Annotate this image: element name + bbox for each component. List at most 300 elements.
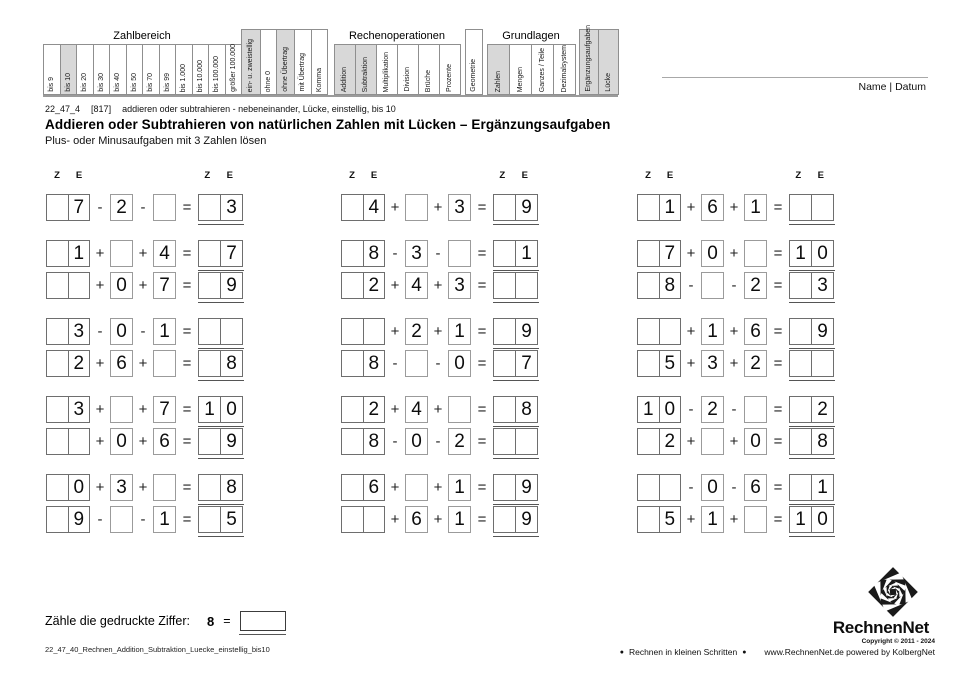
operator-sign: + (95, 479, 105, 496)
filter-cell (376, 44, 398, 95)
digit-box: 6 (405, 506, 428, 533)
equation-row (46, 506, 251, 533)
filter-group-title: Rechenoperationen (348, 30, 446, 42)
digit-box (448, 240, 471, 267)
ones-cell: 8 (220, 351, 242, 376)
digit-box (448, 396, 471, 423)
ones-label: E (817, 170, 824, 181)
tens-cell (342, 475, 363, 500)
equals-sign: = (477, 511, 487, 528)
filter-cell-label: Brüche (425, 69, 433, 92)
filter-cell (60, 44, 78, 95)
equation-group (46, 240, 251, 299)
digit-box: 3 (448, 272, 471, 299)
digit-box: 1 (153, 318, 176, 345)
tens-cell (790, 475, 811, 500)
equation-column-3 (637, 170, 842, 552)
operator-sign: + (433, 277, 443, 294)
filter-cell-label: Lücke (604, 73, 612, 92)
ones-cell: 9 (220, 429, 242, 454)
operand-box (341, 318, 385, 345)
tens-cell (342, 319, 363, 344)
equals-sign: = (773, 433, 783, 450)
column-header-row (46, 170, 251, 186)
operand-box (341, 396, 385, 423)
ones-cell: 0 (659, 397, 681, 422)
equation-row (341, 194, 546, 221)
digit-box: 7 (153, 272, 176, 299)
operator-sign: - (392, 355, 398, 372)
operator-sign: - (688, 401, 694, 418)
filter-cell (175, 44, 193, 95)
operator-sign: - (731, 401, 737, 418)
operator-sign: + (433, 479, 443, 496)
tens-label: Z (645, 170, 651, 181)
equals-sign: = (182, 199, 192, 216)
result-box (789, 506, 834, 533)
digit-box: 1 (448, 474, 471, 501)
tens-cell (494, 351, 515, 376)
equals-sign: = (182, 355, 192, 372)
ones-cell: 3 (220, 195, 242, 220)
result-box (493, 474, 538, 501)
tens-label: Z (795, 170, 802, 181)
digit-box: 2 (744, 350, 767, 377)
operand-box (46, 428, 90, 455)
equation-row (341, 318, 546, 345)
operator-sign: + (433, 323, 443, 340)
title-block (45, 104, 610, 147)
tens-ones-header (46, 170, 90, 181)
filter-cell-label: bis 100.000 (213, 55, 221, 92)
operator-sign: + (686, 199, 696, 216)
equation-row (637, 350, 842, 377)
operator-sign: + (95, 277, 105, 294)
filter-cell (76, 44, 94, 95)
result-box (789, 194, 834, 221)
filter-cell (509, 44, 532, 95)
tens-cell (199, 273, 220, 298)
result-box (198, 396, 243, 423)
filter-cell-label: bis 30 (97, 73, 105, 92)
digit-box: 0 (701, 474, 724, 501)
digit-box: 6 (744, 318, 767, 345)
tens-cell (494, 475, 515, 500)
operator-sign: - (140, 511, 146, 528)
equation-row (637, 428, 842, 455)
count-task-equals: = (223, 614, 231, 628)
filter-cell-label: bis 10 (64, 73, 72, 92)
ones-cell: 0 (220, 397, 242, 422)
digit-box: 2 (448, 428, 471, 455)
filter-cell (260, 29, 277, 95)
result-box (198, 272, 243, 299)
tens-cell (199, 475, 220, 500)
result-box (198, 194, 243, 221)
digit-box: 0 (110, 428, 133, 455)
tens-ones-header (491, 170, 536, 181)
tens-cell: 1 (795, 242, 806, 264)
equation-row (46, 428, 251, 455)
digit-box (405, 194, 428, 221)
filter-cell (192, 44, 210, 95)
ones-cell: 9 (811, 319, 833, 344)
filter-cell (241, 29, 261, 95)
equation-group (46, 194, 251, 221)
equation-row (637, 474, 842, 501)
operator-sign: + (138, 245, 148, 262)
ones-cell (659, 475, 681, 500)
column-header-row (637, 170, 842, 186)
operand-box (46, 194, 90, 221)
operand-box (341, 474, 385, 501)
name-date-label: Name | Datum (858, 81, 926, 93)
digit-box: 0 (405, 428, 428, 455)
operator-sign: - (688, 277, 694, 294)
operator-sign: + (433, 199, 443, 216)
equation-group (637, 396, 842, 455)
digit-box: 7 (153, 396, 176, 423)
bullet-icon: ● (742, 648, 747, 656)
digit-box: 3 (701, 350, 724, 377)
ones-cell: 9 (515, 319, 537, 344)
worksheet-code-line (45, 104, 610, 114)
tens-ones-header (341, 170, 385, 181)
result-box (789, 474, 834, 501)
filter-cell (208, 44, 226, 95)
equation-row (637, 396, 842, 423)
operator-sign: - (435, 245, 441, 262)
operand-box (46, 272, 90, 299)
worksheet-ref-number: [817] (91, 104, 112, 114)
filter-cell (418, 44, 440, 95)
equation-column-1 (46, 170, 251, 552)
rechnennet-pinwheel-logo-icon (864, 566, 922, 618)
operator-sign: - (97, 199, 103, 216)
filter-group (487, 29, 575, 95)
equals-sign: = (477, 433, 487, 450)
filter-cell (579, 25, 599, 95)
tens-cell (494, 507, 515, 532)
operator-sign: + (686, 433, 696, 450)
result-box (493, 350, 538, 377)
operator-sign: + (390, 323, 400, 340)
operator-sign: + (138, 433, 148, 450)
digit-box: 6 (110, 350, 133, 377)
equation-group (637, 240, 842, 299)
ones-cell (811, 351, 833, 376)
digit-box: 2 (110, 194, 133, 221)
digit-box (744, 396, 767, 423)
digit-box: 4 (405, 396, 428, 423)
operator-sign: + (390, 401, 400, 418)
count-task-label: Zähle die gedruckte Ziffer: (45, 614, 190, 628)
tens-cell (790, 273, 811, 298)
digit-box: 1 (448, 318, 471, 345)
result-box (493, 272, 538, 299)
filter-cell-label: Prozente (446, 63, 454, 92)
tens-cell (342, 195, 363, 220)
filter-group (334, 29, 460, 95)
operator-sign: + (686, 323, 696, 340)
equals-sign: = (773, 511, 783, 528)
digit-box: 4 (405, 272, 428, 299)
digit-box: 0 (744, 428, 767, 455)
digit-box (744, 240, 767, 267)
operator-sign: - (392, 433, 398, 450)
equation-group (341, 240, 546, 299)
filter-group-cells (334, 44, 460, 95)
filter-cell (355, 44, 377, 95)
equals-sign: = (182, 323, 192, 340)
operator-sign: + (95, 401, 105, 418)
tens-cell (47, 397, 68, 422)
operand-box (341, 350, 385, 377)
operand-box (341, 194, 385, 221)
filter-cell-label: Mengen (516, 66, 524, 92)
tens-ones-header (637, 170, 681, 181)
ones-cell: 8 (515, 397, 537, 422)
filter-cell-label: ohne 0 (264, 70, 272, 92)
filter-group-title: Grundlagen (502, 30, 560, 42)
ones-cell: 8 (220, 475, 242, 500)
ones-cell: 1 (68, 241, 90, 266)
equals-sign: = (182, 511, 192, 528)
ones-cell: 7 (68, 195, 90, 220)
filter-group (43, 29, 241, 95)
ones-cell: 4 (363, 195, 385, 220)
count-digit-task (45, 611, 286, 631)
equation-group (637, 318, 842, 377)
tens-cell (790, 351, 811, 376)
equation-row (637, 506, 842, 533)
operator-sign: + (686, 245, 696, 262)
equation-row (46, 350, 251, 377)
tens-cell (342, 241, 363, 266)
tens-cell (494, 241, 515, 266)
ones-label: E (666, 170, 674, 181)
filter-cell (553, 44, 576, 95)
tens-cell (638, 507, 659, 532)
ones-cell: 9 (515, 195, 537, 220)
operand-box (637, 318, 681, 345)
result-box (789, 240, 834, 267)
operator-sign: - (140, 323, 146, 340)
ones-cell: 7 (220, 241, 242, 266)
digit-box (405, 350, 428, 377)
ones-cell: 6 (363, 475, 385, 500)
result-box (493, 396, 538, 423)
operator-sign: + (138, 355, 148, 372)
equation-row (341, 272, 546, 299)
ones-cell: 5 (220, 507, 242, 532)
tens-label: Z (349, 170, 355, 181)
footer-credits (620, 647, 935, 657)
ones-cell: 5 (659, 507, 681, 532)
worksheet-code: 22_47_4 (45, 104, 81, 114)
equation-column-2 (341, 170, 546, 552)
tens-cell (199, 507, 220, 532)
result-box (198, 428, 243, 455)
ones-cell (68, 429, 90, 454)
filter-cell-label: größer 100.000 (229, 44, 237, 92)
filter-cell-label: bis 99 (163, 73, 171, 92)
filter-cell (43, 44, 61, 95)
result-box (493, 240, 538, 267)
filter-cell (294, 29, 312, 95)
ones-cell: 8 (659, 273, 681, 298)
operator-sign: + (138, 277, 148, 294)
filter-group-title: Zahlbereich (113, 30, 171, 42)
digit-box (153, 350, 176, 377)
equals-sign: = (477, 355, 487, 372)
tens-cell (494, 319, 515, 344)
tens-cell (638, 241, 659, 266)
operator-sign: + (390, 511, 400, 528)
logo-block (833, 566, 935, 645)
result-box (198, 506, 243, 533)
digit-box: 3 (405, 240, 428, 267)
filter-cell-label: ohne Übertrag (281, 47, 289, 92)
operator-sign: - (435, 355, 441, 372)
equation-row (46, 194, 251, 221)
ones-cell: 9 (515, 507, 537, 532)
tens-cell (494, 273, 515, 298)
tens-cell (199, 429, 220, 454)
filter-cell-label: Subtraktion (362, 56, 370, 92)
tens-cell (342, 429, 363, 454)
digit-box (153, 194, 176, 221)
operator-sign: + (433, 511, 443, 528)
filter-cell-label: bis 50 (130, 73, 138, 92)
ones-cell (363, 319, 385, 344)
page-subtitle: Plus- oder Minusaufgaben mit 3 Zahlen lösen (45, 135, 267, 147)
tens-cell (47, 475, 68, 500)
operator-sign: + (390, 199, 400, 216)
copyright-text: Copyright © 2011 - 2024 (861, 638, 935, 645)
ones-label: E (226, 170, 233, 181)
ones-cell (515, 429, 537, 454)
filter-cell-label: Ergänzungsaufgaben (585, 25, 593, 92)
tens-cell (790, 429, 811, 454)
equation-row (341, 396, 546, 423)
equals-sign: = (477, 199, 487, 216)
digit-box (405, 474, 428, 501)
equation-row (637, 194, 842, 221)
ones-cell: 9 (68, 507, 90, 532)
equation-row (46, 396, 251, 423)
ones-cell: 9 (220, 273, 242, 298)
tens-ones-header (196, 170, 241, 181)
ones-cell: 2 (363, 273, 385, 298)
digit-box (110, 240, 133, 267)
digit-box: 6 (153, 428, 176, 455)
tens-ones-header (787, 170, 832, 181)
filter-cell (225, 44, 243, 95)
equals-sign: = (773, 245, 783, 262)
ones-cell: 8 (363, 351, 385, 376)
equals-sign: = (182, 277, 192, 294)
ones-cell: 1 (515, 241, 537, 266)
ones-cell: 5 (659, 351, 681, 376)
equation-row (637, 240, 842, 267)
tens-cell (790, 319, 811, 344)
digit-box: 2 (405, 318, 428, 345)
operator-sign: + (729, 323, 739, 340)
tens-cell (638, 475, 659, 500)
filter-cell-label: Ganzes / Teile (538, 47, 546, 92)
filter-cell-label: Multiplikation (383, 51, 391, 92)
digit-box: 1 (701, 506, 724, 533)
ones-cell: 2 (363, 397, 385, 422)
ones-cell (811, 195, 833, 220)
filter-cell (276, 29, 295, 95)
filter-cell-label: mit Übertrag (299, 53, 307, 92)
filter-cell-label: Division (404, 67, 412, 92)
filter-cell-label: Addition (341, 66, 349, 92)
tens-cell (494, 195, 515, 220)
equals-sign: = (773, 401, 783, 418)
equation-group (46, 318, 251, 377)
digit-box: 2 (744, 272, 767, 299)
tens-cell (47, 319, 68, 344)
filter-cell (311, 29, 328, 95)
operator-sign: - (688, 479, 694, 496)
equation-group (341, 318, 546, 377)
brand-name: RechnenNet (832, 618, 929, 637)
operator-sign: - (140, 199, 146, 216)
operator-sign: + (433, 401, 443, 418)
result-box (789, 272, 834, 299)
operator-sign: + (390, 479, 400, 496)
operand-box (46, 474, 90, 501)
filter-cell-label: Geometrie (470, 59, 478, 92)
digit-box: 0 (110, 272, 133, 299)
operator-sign: - (435, 433, 441, 450)
digit-box: 0 (110, 318, 133, 345)
filter-cell (109, 44, 127, 95)
tens-cell (47, 241, 68, 266)
equals-sign: = (182, 401, 192, 418)
footer-slogan: Rechnen in kleinen Schritten (628, 647, 738, 657)
operator-sign: - (392, 245, 398, 262)
operator-sign: - (97, 323, 103, 340)
ones-cell: 3 (68, 319, 90, 344)
equation-group (637, 194, 842, 221)
equals-sign: = (477, 401, 487, 418)
equation-group (46, 396, 251, 455)
tens-cell (494, 397, 515, 422)
filter-cell-label: bis 10.000 (196, 59, 204, 92)
filter-cell-label: Dezimalsystem (560, 44, 568, 92)
ones-cell (220, 319, 242, 344)
ones-cell: 7 (659, 241, 681, 266)
filter-cell (598, 29, 619, 95)
filter-cell-label: bis 9 (48, 77, 56, 92)
ones-cell: 0 (811, 241, 833, 266)
filter-cell (531, 44, 554, 95)
ones-cell (363, 507, 385, 532)
equation-group (341, 396, 546, 455)
operator-sign: - (731, 277, 737, 294)
filter-cell (487, 44, 510, 95)
operator-sign: - (731, 479, 737, 496)
operator-sign: + (729, 433, 739, 450)
ones-cell: 0 (68, 475, 90, 500)
result-box (493, 428, 538, 455)
topic-filter-table (43, 25, 618, 97)
result-box (493, 194, 538, 221)
